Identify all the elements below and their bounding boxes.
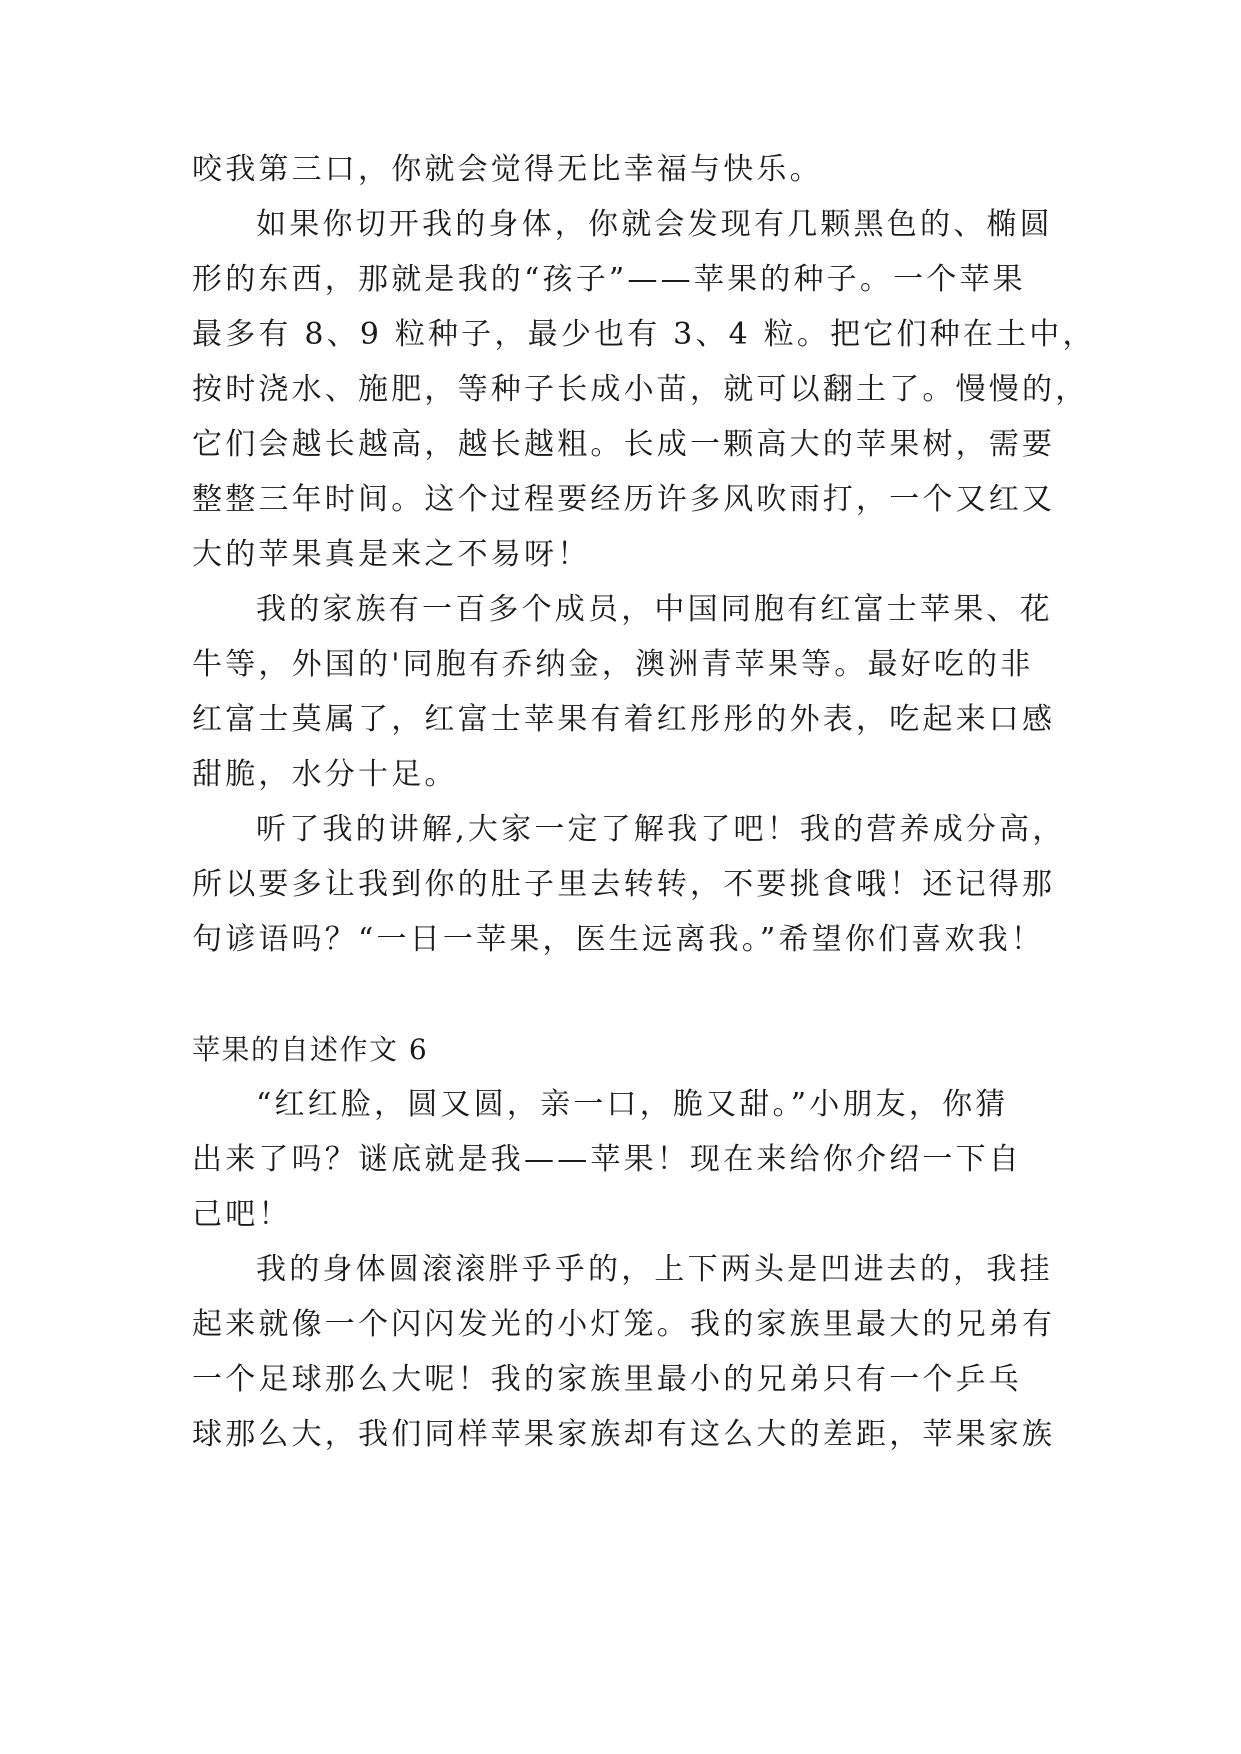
- section-heading: 苹果的自述作文 6: [192, 1033, 429, 1066]
- text-line: 整整三年时间。这个过程要经历许多风吹雨打，一个又红又: [192, 482, 1056, 517]
- text-line: 大的苹果真是来之不易呀！: [192, 537, 591, 572]
- text-line: 球那么大，我们同样苹果家族却有这么大的差距，苹果家族: [192, 1417, 1056, 1452]
- paragraph-first-line: “红红脸，圆又圆，亲一口，脆又甜。”小朋友，你猜: [256, 1087, 1009, 1122]
- paragraph-first-line: 我的身体圆滚滚胖乎乎的，上下两头是凹进去的，我挂: [256, 1252, 1053, 1287]
- paragraph-first-line: 如果你切开我的身体，你就会发现有几颗黑色的、椭圆: [256, 207, 1053, 242]
- paragraph-first-line: 听了我的讲解,大家一定了解我了吧！我的营养成分高，: [256, 812, 1066, 847]
- text-line: 出来了吗？谜底就是我——苹果！现在来给你介绍一下自: [192, 1142, 1022, 1177]
- text-line: 所以要多让我到你的肚子里去转转，不要挑食哦！还记得那: [192, 867, 1056, 902]
- text-line: 己吧！: [192, 1197, 292, 1232]
- text-line: 甜脆，水分十足。: [192, 757, 458, 792]
- text-line: 形的东西，那就是我的“孩子”——苹果的种子。一个苹果: [192, 262, 1026, 297]
- text-line: 它们会越长越高，越长越粗。长成一颗高大的苹果树，需要: [192, 427, 1056, 462]
- text-line: 句谚语吗？“一日一苹果，医生远离我。”希望你们喜欢我！: [192, 922, 1045, 957]
- text-line: 按时浇水、施肥，等种子长成小苗，就可以翻土了。慢慢的，: [192, 372, 1089, 407]
- text-line: 咬我第三口，你就会觉得无比幸福与快乐。: [192, 152, 823, 187]
- text-line: 一个足球那么大呢！我的家族里最小的兄弟只有一个乒乓: [192, 1362, 1022, 1397]
- text-line: 牛等，外国的'同胞有乔纳金，澳洲青苹果等。最好吃的非: [192, 647, 1034, 682]
- text-line: 红富士莫属了，红富士苹果有着红彤彤的外表，吃起来口感: [192, 702, 1056, 737]
- paragraph-first-line: 我的家族有一百多个成员，中国同胞有红富士苹果、花: [256, 592, 1053, 627]
- text-line: 最多有 8、9 粒种子，最少也有 3、4 粒。把它们种在土中，: [192, 317, 1096, 352]
- text-line: 起来就像一个闪闪发光的小灯笼。我的家族里最大的兄弟有: [192, 1307, 1056, 1342]
